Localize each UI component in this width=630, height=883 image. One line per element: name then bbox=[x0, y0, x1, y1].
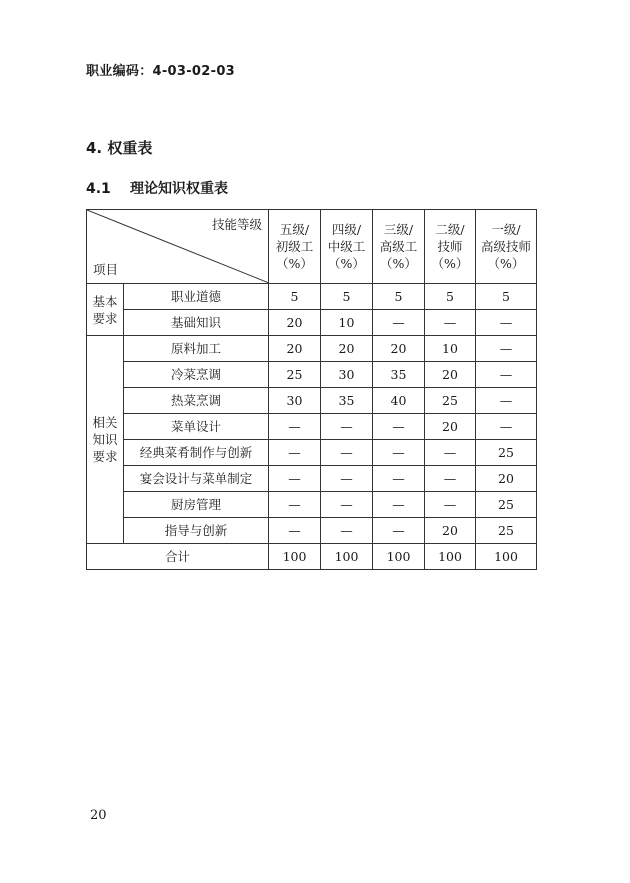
weight-value: — bbox=[476, 336, 537, 362]
weight-value: — bbox=[269, 440, 321, 466]
page-number: 20 bbox=[90, 808, 107, 823]
table-row bbox=[87, 388, 537, 414]
weight-value: — bbox=[476, 414, 537, 440]
item-name: 厨房管理 bbox=[124, 492, 269, 518]
item-name: 经典菜肴制作与创新 bbox=[124, 440, 269, 466]
table-row bbox=[87, 518, 537, 544]
item-name: 热菜烹调 bbox=[124, 388, 269, 414]
total-row bbox=[87, 544, 537, 570]
weight-value: 20 bbox=[373, 336, 425, 362]
weight-value: 5 bbox=[321, 284, 373, 310]
corner-item: 项目 bbox=[93, 262, 119, 277]
weight-value: 35 bbox=[373, 362, 425, 388]
total-value: 100 bbox=[321, 544, 373, 570]
item-name: 宴会设计与菜单制定 bbox=[124, 466, 269, 492]
level-header-line3: （%） bbox=[431, 256, 469, 271]
table-row bbox=[87, 440, 537, 466]
subsection-number: 4.1 bbox=[86, 181, 111, 197]
weight-value: — bbox=[321, 466, 373, 492]
level-header-line3: （%） bbox=[276, 256, 313, 271]
level-header-line1: 五级/ bbox=[279, 222, 310, 237]
level-header-line1: 一级/ bbox=[491, 222, 521, 237]
table-row bbox=[87, 466, 537, 492]
weight-value: 20 bbox=[476, 466, 537, 492]
weight-value: — bbox=[425, 440, 476, 466]
item-name: 指导与创新 bbox=[124, 518, 269, 544]
weight-value: — bbox=[476, 362, 537, 388]
weight-value: — bbox=[373, 414, 425, 440]
weight-value: 40 bbox=[373, 388, 425, 414]
table-row bbox=[87, 492, 537, 518]
total-value: 100 bbox=[425, 544, 476, 570]
group-label bbox=[87, 284, 124, 336]
item-name: 冷菜烹调 bbox=[124, 362, 269, 388]
corner-cell bbox=[87, 210, 269, 284]
item-name: 基础知识 bbox=[124, 310, 269, 336]
weight-value: — bbox=[269, 414, 321, 440]
weight-value: 30 bbox=[269, 388, 321, 414]
total-value: 100 bbox=[269, 544, 321, 570]
weight-value: 5 bbox=[373, 284, 425, 310]
level-header-line2: 高级技师 bbox=[480, 239, 531, 254]
table-row bbox=[87, 310, 537, 336]
weight-value: 25 bbox=[476, 440, 537, 466]
level-header-2 bbox=[321, 210, 373, 284]
subsection-title bbox=[86, 178, 228, 198]
weight-value: — bbox=[373, 518, 425, 544]
weight-value: — bbox=[373, 310, 425, 336]
occupation-code: 职业编码：4-03-02-03 bbox=[86, 64, 236, 79]
level-header-line2: 初级工 bbox=[275, 239, 314, 254]
group-label-line: 知识 bbox=[92, 432, 118, 447]
level-header-line3: （%） bbox=[380, 256, 417, 271]
level-header-1 bbox=[269, 210, 321, 284]
level-header-line1: 三级/ bbox=[383, 222, 414, 237]
weight-value: 5 bbox=[476, 284, 537, 310]
level-header-4 bbox=[425, 210, 476, 284]
weight-value: 20 bbox=[425, 362, 476, 388]
weight-value: — bbox=[373, 492, 425, 518]
group-label-line: 相关 bbox=[92, 415, 118, 430]
weight-value: — bbox=[321, 492, 373, 518]
level-header-line3: （%） bbox=[328, 256, 365, 271]
weight-value: — bbox=[269, 466, 321, 492]
weight-value: — bbox=[476, 310, 537, 336]
weight-table bbox=[86, 209, 537, 570]
table-row bbox=[87, 336, 537, 362]
group-label-line: 要求 bbox=[92, 449, 118, 464]
weight-value: 25 bbox=[476, 492, 537, 518]
weight-value: 25 bbox=[269, 362, 321, 388]
weight-value: 30 bbox=[321, 362, 373, 388]
weight-value: — bbox=[321, 518, 373, 544]
table-row bbox=[87, 362, 537, 388]
weight-value: — bbox=[373, 466, 425, 492]
weight-value: 20 bbox=[269, 336, 321, 362]
level-header-line3: （%） bbox=[487, 256, 525, 271]
weight-value: — bbox=[373, 440, 425, 466]
weight-value: — bbox=[425, 310, 476, 336]
total-value: 100 bbox=[476, 544, 537, 570]
weight-value: 20 bbox=[321, 336, 373, 362]
subsection-text: 理论知识权重表 bbox=[130, 181, 228, 197]
section-title: 4. 权重表 bbox=[86, 139, 153, 157]
weight-value: 25 bbox=[476, 518, 537, 544]
table-row bbox=[87, 414, 537, 440]
level-header-5 bbox=[476, 210, 537, 284]
item-name: 菜单设计 bbox=[124, 414, 269, 440]
corner-skill-level: 技能等级 bbox=[211, 217, 262, 232]
level-header-line2: 高级工 bbox=[379, 239, 418, 254]
level-header-line1: 四级/ bbox=[331, 222, 362, 237]
weight-value: — bbox=[321, 440, 373, 466]
item-name: 原料加工 bbox=[124, 336, 269, 362]
level-header-line1: 二级/ bbox=[435, 222, 465, 237]
weight-value: 25 bbox=[425, 388, 476, 414]
level-header-line2: 中级工 bbox=[327, 239, 366, 254]
weight-value: 20 bbox=[425, 414, 476, 440]
weight-value: 10 bbox=[321, 310, 373, 336]
total-label: 合计 bbox=[87, 544, 269, 570]
weight-value: — bbox=[269, 492, 321, 518]
weight-value: — bbox=[425, 466, 476, 492]
group-label-line: 要求 bbox=[92, 310, 118, 326]
header-row bbox=[87, 210, 537, 284]
table-row bbox=[87, 284, 537, 310]
weight-value: — bbox=[425, 492, 476, 518]
weight-value: 5 bbox=[425, 284, 476, 310]
group-label bbox=[87, 336, 124, 544]
weight-value: 10 bbox=[425, 336, 476, 362]
level-header-line2: 技师 bbox=[437, 239, 463, 254]
weight-value: 20 bbox=[425, 518, 476, 544]
weight-value: 20 bbox=[269, 310, 321, 336]
weight-value: — bbox=[269, 518, 321, 544]
level-header-3 bbox=[373, 210, 425, 284]
group-label-line: 基本 bbox=[92, 293, 118, 309]
total-value: 100 bbox=[373, 544, 425, 570]
weight-value: 35 bbox=[321, 388, 373, 414]
item-name: 职业道德 bbox=[124, 284, 269, 310]
weight-value: — bbox=[476, 388, 537, 414]
weight-value: 5 bbox=[269, 284, 321, 310]
weight-value: — bbox=[321, 414, 373, 440]
